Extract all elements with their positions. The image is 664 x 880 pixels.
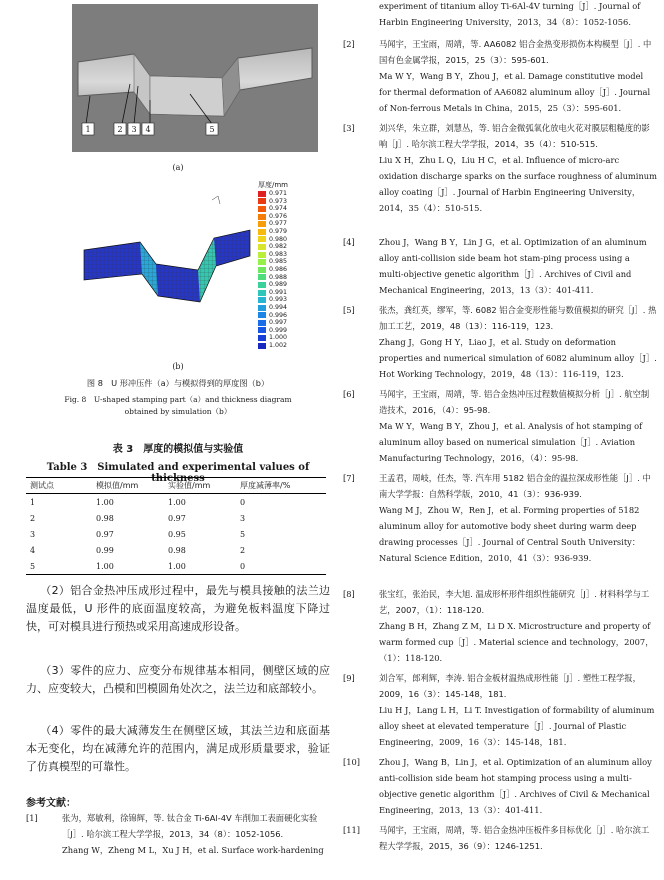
legend-entry [258, 236, 308, 244]
legend-entry [258, 342, 308, 350]
legend-value: 0.986 [269, 265, 288, 273]
legend-entry [258, 205, 308, 213]
legend-value: 0.974 [269, 205, 288, 213]
reference-text-en: Liu H J，Lang L H，Li T. Investigation of formability of aluminum alloy sheet at elevated temperature［J］. Journal of Plastic Engineering，2009，16（3）：145-148，181. [379, 705, 655, 747]
legend-swatch [258, 297, 266, 303]
table-cell: 1 [30, 498, 36, 507]
legend-swatch [258, 244, 266, 250]
legend-value: 0.991 [269, 288, 288, 296]
legend-value: 0.980 [269, 235, 288, 243]
reference-text-en: Zhang B H，Zhang Z M，Li D X. Microstructure and property of warm formed cup［J］. Material science and technology，2007，（1）：118-120. [379, 621, 654, 663]
table-title-cn: 表 3 厚度的模拟值与实验值 [112, 444, 244, 455]
legend-value: 1.000 [269, 334, 288, 342]
legend-value: 0.997 [269, 319, 288, 327]
table-cell: 0.97 [96, 530, 114, 539]
legend-entry [258, 213, 308, 221]
col-header-experimental: 实验值/mm [164, 478, 236, 494]
reference-text-en: experiment of titanium alloy Ti-6Al-4V turning［J］. Journal of Harbin Engineering University，2013，34（8）：1052-1056. [379, 1, 641, 27]
reference-number: [3] [343, 123, 355, 133]
reference-text-en: Zhang J，Gong H Y，Liao J，et al. Study on deformation properties and numerical simulation of 6082 aluminum alloy［J］. Hot Working Technology，2019，48（13）：116-119，123. [379, 337, 657, 379]
point-label-2: 2 [117, 125, 123, 134]
reference-number: [7] [343, 473, 355, 483]
thickness-diagram [80, 180, 330, 360]
reference-text-cn: 张宝红，张治民，李大旭. 温成形杯形件组织性能研究［J］. 材料科学与工艺，2007，（1）：118-120. [379, 589, 650, 615]
legend-value: 0.971 [269, 190, 288, 197]
legend-swatch [258, 236, 266, 242]
table-cell: 0.98 [168, 546, 186, 555]
point-label-4: 4 [145, 125, 151, 134]
table-row [26, 510, 326, 526]
legend-swatch [258, 191, 266, 197]
legend-swatch [258, 221, 266, 227]
legend-entry [258, 251, 308, 259]
reference-text-en: Liu X H，Zhu L Q，Liu H C，et al. Influence of micro-arc oxidation discharge sparks on the surface roughness of aluminum alloy coating［J］. Journal of Harbin Engineering University，2014，35（4）：510-515. [379, 155, 658, 213]
reference-text-cn: 马闻宇，王宝雨，周靖，等. 铝合金热冲压过程数值模拟分析［J］. 航空制造技术，2016，（4）：95-98. [379, 389, 650, 415]
legend-value: 0.982 [269, 243, 288, 251]
legend-entry [258, 289, 308, 297]
reference-number: [1] [26, 813, 38, 823]
legend-entry [258, 258, 308, 266]
legend-swatch [258, 229, 266, 235]
reference-text-cn: 张杰，龚红英，缪军，等. 6082 铝合金变形性能与数值模拟的研究［J］. 热加工工艺，2019，48（13）：116-119，123. [379, 305, 657, 331]
table-cell: 0.97 [168, 514, 186, 523]
fe-mesh-graphic [80, 180, 255, 350]
table-cell: 4 [30, 546, 36, 555]
table-cell: 3 [30, 530, 36, 539]
reference-text-cn: 刘兴华，朱立群，刘慧丛，等. 铝合金微弧氧化放电火花对膜层粗糙度的影响［J］. 哈尔滨工程大学学报，2014，35（4）：510-515. [379, 123, 650, 149]
point-label-1: 1 [85, 125, 91, 134]
figure-caption-en-line2: obtained by simulation（b） [124, 407, 232, 416]
table-cell: 0 [236, 558, 326, 575]
legend-entry [258, 304, 308, 312]
legend-swatch [258, 206, 266, 212]
legend-swatch [258, 312, 266, 318]
table-cell: 1.00 [168, 498, 186, 507]
legend-entry [258, 334, 308, 342]
point-label-5: 5 [209, 125, 215, 134]
conclusion-paragraph-2: （2）铝合金热冲压成形过程中，最先与模具接触的法兰边温度最低，U 形件的底面温度较高，为避免板料温度下降过快，可对模具进行预热或采用高速成形设备。 [26, 584, 330, 633]
legend-value: 0.985 [269, 258, 288, 266]
legend-value: 0.989 [269, 281, 288, 289]
legend-value: 0.979 [269, 227, 288, 235]
table-cell: 0.98 [96, 514, 114, 523]
legend-swatch [258, 198, 266, 204]
reference-text-en: Zhou J，Wang B Y，Lin J G，et al. Optimization of an aluminum alloy anti-collision side beam hot stam-ping process using a multi-objective genetic algorithm［J］. Archives of Civil and Mechanical Engineering，2013，13（3）：401-411. [379, 237, 647, 295]
conclusion-paragraph-3: （3）零件的应力、应变分布规律基本相同，侧壁区域的应力、应变较大，凸模和凹模圆角处次之，法兰边和底部较小。 [26, 664, 330, 695]
conclusion-paragraph-4: （4）零件的最大减薄发生在侧壁区域，其法兰边和底面基本无变化，均在减薄允许的范围内，满足成形质量要求，验证了仿真模型的可靠性。 [26, 724, 330, 773]
table-cell: 0.99 [96, 546, 114, 555]
subfigure-a-label: (a) [172, 163, 184, 172]
legend-value: 0.976 [269, 212, 288, 220]
legend-swatch [258, 320, 266, 326]
reference-number: [6] [343, 389, 355, 399]
thickness-legend [258, 190, 308, 349]
legend-swatch [258, 214, 266, 220]
legend-entry [258, 327, 308, 335]
reference-number: [11] [343, 825, 361, 835]
reference-number: [10] [343, 757, 361, 767]
legend-swatch [258, 259, 266, 265]
legend-title: 厚度/mm [258, 181, 288, 189]
table-row [26, 526, 326, 542]
col-header-thinning-rate: 厚度减薄率/% [236, 478, 326, 494]
legend-swatch [258, 252, 266, 258]
reference-text-cn: 张为，郑敏利，徐锦辉，等. 钛合金 Ti-6Al-4V 车削加工表面硬化实验［J］. 哈尔滨工程大学学报，2013，34（8）：1052-1056. [62, 813, 318, 839]
figure-caption-en [26, 394, 330, 418]
table-cell: 1.00 [96, 498, 114, 507]
legend-value: 0.983 [269, 250, 288, 258]
table-cell: 0 [240, 498, 246, 507]
table-cell: 1.00 [164, 558, 236, 575]
legend-entry [258, 220, 308, 228]
reference-number: [9] [343, 673, 355, 683]
legend-swatch [258, 290, 266, 296]
legend-swatch [258, 343, 266, 349]
figure-caption-cn: 图 8 U 形冲压件（a）与模拟得到的厚度图（b） [86, 378, 270, 388]
table-row [26, 494, 326, 511]
legend-entry [258, 243, 308, 251]
figure-caption-en-line1: Fig. 8 U-shaped stamping part（a）and thickness diagram [64, 395, 292, 404]
table-cell: 5 [26, 558, 92, 575]
legend-swatch [258, 267, 266, 273]
table-header-row [26, 478, 326, 494]
table-row [26, 542, 326, 558]
point-label-3: 3 [131, 125, 137, 134]
legend-entry [258, 281, 308, 289]
table-cell: 5 [240, 530, 246, 539]
legend-swatch [258, 274, 266, 280]
reference-text-en: Zhang W，Zheng M L，Xu J H，et al. Surface work-hardening [62, 845, 324, 855]
reference-text-cn: 刘合军，郎利辉，李涛. 铝合金板材温热成形性能［J］. 塑性工程学报，2009，16（3）：145-148，181. [379, 673, 641, 699]
legend-value: 1.002 [269, 341, 288, 349]
reference-text-en: Wang M J，Zhou W，Ren J，et al. Forming properties of 5182 aluminum alloy for automotive body sheet during warm deep drawing processes［J］. Journal of Central South University：Natural Science Edition，2010，41（3）：936-939. [379, 505, 641, 563]
legend-entry [258, 266, 308, 274]
legend-swatch [258, 335, 266, 341]
legend-value: 0.988 [269, 273, 288, 281]
legend-swatch [258, 327, 266, 333]
reference-text-cn: 马闻宇，王宝雨，周靖，等. AA6082 铝合金热变形损伤本构模型［J］. 中国有色金属学报，2015，25（3）：595-601. [379, 39, 652, 65]
reference-text-cn: 马闻宇，王宝雨，周靖，等. 铝合金热冲压板件多目标优化［J］. 哈尔滨工程大学学报，2015，36（9）：1246-1251. [379, 825, 650, 851]
legend-swatch [258, 282, 266, 288]
col-header-simulated: 模拟值/mm [92, 478, 164, 494]
reference-text-cn: 王孟君，周岐，任杰，等. 汽车用 5182 铝合金的温拉深成形性能［J］. 中南大学学报：自然科学版，2010，41（3）：936-939. [379, 473, 651, 499]
reference-text-en: Ma W Y，Wang B Y，Zhou J，et al. Analysis of hot stamping of aluminum alloy based on numerical simulation［J］. Aviation Manufacturing Technology，2016，（4）：95-98. [379, 421, 643, 463]
legend-swatch [258, 305, 266, 311]
legend-value: 0.993 [269, 296, 288, 304]
thickness-table [26, 477, 326, 575]
table-row [26, 558, 326, 575]
legend-entry [258, 312, 308, 320]
legend-value: 0.999 [269, 326, 288, 334]
table-title-en: Table 3 Simulated and experimental values of thickness [46, 462, 310, 484]
references-heading: 参考文献： [26, 798, 76, 809]
legend-entry [258, 274, 308, 282]
legend-value: 0.977 [269, 220, 288, 228]
legend-entry [258, 296, 308, 304]
legend-value: 0.994 [269, 303, 288, 311]
table-cell: 3 [240, 514, 246, 523]
legend-value: 0.996 [269, 311, 288, 319]
reference-text-en: Zhou J，Wang B，Lin J，et al. Optimization of an aluminum alloy anti-collision side beam hot stamping process using a multi-objective genetic algorithm［J］. Archives of Civil & Mechanical Engineering，2013，13（3）：401-411. [379, 757, 652, 815]
reference-number: [5] [343, 305, 355, 315]
subfigure-b-label: (b) [172, 362, 184, 371]
table-cell: 2 [30, 514, 36, 523]
table-cell: 0.95 [168, 530, 186, 539]
col-header-point: 测试点 [26, 478, 92, 494]
legend-entry [258, 190, 308, 198]
table-cell: 2 [240, 546, 246, 555]
table-cell: 1.00 [92, 558, 164, 575]
legend-value: 0.973 [269, 197, 288, 205]
reference-number: [2] [343, 39, 355, 49]
legend-entry [258, 198, 308, 206]
reference-text-en: Ma W Y，Wang B Y，Zhou J，et al. Damage constitutive model for thermal deformation of AA6082 aluminum alloy［J］. Journal of Non-ferrous Metals in China，2015，25（3）：595-601. [379, 71, 651, 113]
legend-entry [258, 228, 308, 236]
reference-number: [4] [343, 237, 355, 247]
legend-entry [258, 319, 308, 327]
stamped-part-photo [72, 4, 318, 152]
reference-number: [8] [343, 589, 355, 599]
